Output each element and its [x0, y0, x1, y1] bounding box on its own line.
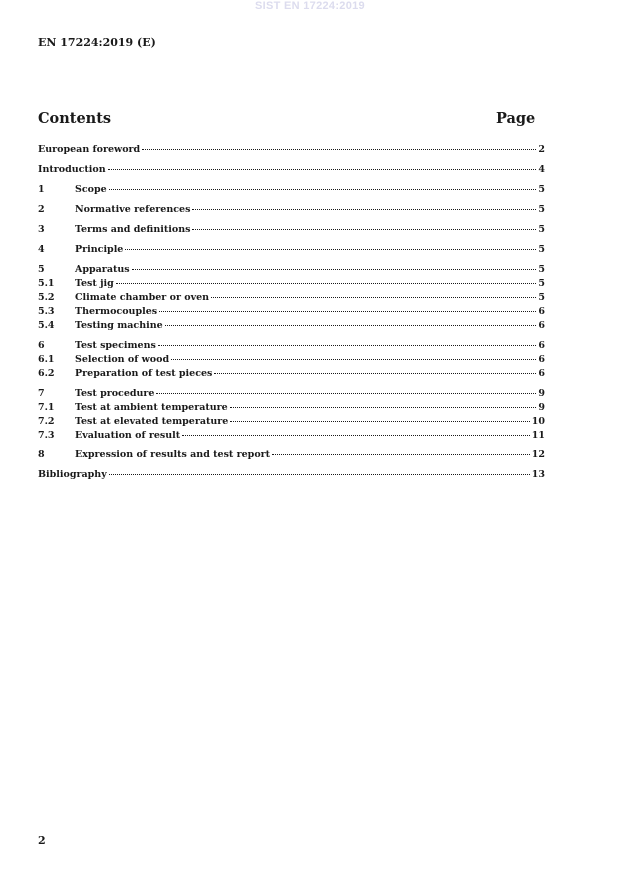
- dot-leader: [108, 169, 537, 170]
- toc-entry[interactable]: [38, 339, 545, 353]
- toc-entry-page: 5: [538, 292, 545, 303]
- toc-entry-number: 5.2: [38, 292, 55, 303]
- toc-entry-page: 2: [538, 144, 545, 155]
- toc-entry-title: Test jig: [75, 278, 114, 289]
- page-column-heading: Page: [496, 110, 536, 127]
- toc-entry[interactable]: [38, 143, 545, 157]
- toc-entry-title: Test procedure: [75, 388, 155, 399]
- dot-leader: [192, 229, 536, 230]
- toc-entry-page: 10: [531, 416, 545, 427]
- dot-leader: [142, 149, 536, 150]
- toc-entry-page: 6: [538, 354, 545, 365]
- dot-leader: [214, 373, 536, 374]
- toc-entry-title: Bibliography: [38, 469, 107, 480]
- toc-entry[interactable]: [38, 401, 545, 415]
- toc-entry-page: 6: [538, 368, 545, 379]
- toc-entry[interactable]: [38, 468, 545, 482]
- dot-leader: [171, 359, 536, 360]
- toc-entry-page: 4: [538, 164, 545, 175]
- dot-leader: [192, 209, 536, 210]
- toc-entry-title: Principle: [75, 244, 124, 255]
- toc-entry-title: Thermocouples: [75, 306, 158, 317]
- toc-entry[interactable]: [38, 353, 545, 367]
- toc-entry[interactable]: [38, 305, 545, 319]
- toc-entry-page: 5: [538, 278, 545, 289]
- toc-entry-page: 11: [531, 430, 545, 441]
- toc-entry-number: 5.3: [38, 306, 55, 317]
- dot-leader: [109, 474, 530, 475]
- toc-entry-title: Testing machine: [75, 320, 163, 331]
- toc-entry-title: Preparation of test pieces: [75, 368, 213, 379]
- watermark: SIST EN 17224:2019: [255, 0, 365, 12]
- toc-entry-number: 7.1: [38, 402, 55, 413]
- toc-entry-title: Selection of wood: [75, 354, 170, 365]
- toc-entry-title: Test specimens: [75, 340, 156, 351]
- toc-entry[interactable]: [38, 243, 545, 257]
- toc-entry-number: 2: [38, 204, 45, 215]
- toc-entry-number: 6.1: [38, 354, 55, 365]
- toc-entry[interactable]: [38, 367, 545, 381]
- toc-entry[interactable]: [38, 263, 545, 277]
- toc-entry-page: 5: [538, 224, 545, 235]
- toc-entry-number: 5.4: [38, 320, 55, 331]
- toc-entry[interactable]: [38, 203, 545, 217]
- dot-leader: [230, 407, 537, 408]
- toc-entry[interactable]: [38, 387, 545, 401]
- toc-entry-page: 5: [538, 184, 545, 195]
- toc-entry-number: 8: [38, 449, 45, 460]
- toc-entry[interactable]: [38, 429, 545, 443]
- toc-entry[interactable]: [38, 291, 545, 305]
- toc-entry-page: 5: [538, 204, 545, 215]
- contents-heading: Contents: [38, 110, 112, 127]
- toc-entry-number: 5.1: [38, 278, 55, 289]
- toc-entry[interactable]: [38, 415, 545, 429]
- toc-entry-number: 7.3: [38, 430, 55, 441]
- toc-entry[interactable]: [38, 319, 545, 333]
- toc-entry-title: European foreword: [38, 144, 141, 155]
- toc-entry-title: Terms and definitions: [75, 224, 191, 235]
- toc-entry-page: 6: [538, 320, 545, 331]
- dot-leader: [272, 454, 530, 455]
- toc-entry[interactable]: [38, 183, 545, 197]
- toc-entry-number: 3: [38, 224, 45, 235]
- document-id: EN 17224:2019 (E): [38, 36, 156, 49]
- dot-leader: [109, 189, 537, 190]
- dot-leader: [132, 269, 537, 270]
- dot-leader: [182, 435, 530, 436]
- toc-entry-number: 1: [38, 184, 45, 195]
- toc-entry-title: Evaluation of result: [75, 430, 181, 441]
- toc-entry-page: 5: [538, 264, 545, 275]
- toc-entry-page: 9: [538, 402, 545, 413]
- toc-entry-page: 5: [538, 244, 545, 255]
- dot-leader: [230, 421, 529, 422]
- page-number: 2: [38, 834, 46, 847]
- dot-leader: [165, 325, 537, 326]
- toc-entry-title: Introduction: [38, 164, 106, 175]
- toc-entry-title: Climate chamber or oven: [75, 292, 210, 303]
- toc-entry-number: 6.2: [38, 368, 55, 379]
- toc-entry-title: Expression of results and test report: [75, 449, 271, 460]
- toc-entry-title: Test at elevated temperature: [75, 416, 229, 427]
- toc-entry-page: 9: [538, 388, 545, 399]
- toc-entry[interactable]: [38, 163, 545, 177]
- toc-entry-number: 7.2: [38, 416, 55, 427]
- dot-leader: [116, 283, 537, 284]
- dot-leader: [156, 393, 536, 394]
- dot-leader: [125, 249, 536, 250]
- toc-entry-title: Normative references: [75, 204, 191, 215]
- toc-entry[interactable]: [38, 448, 545, 462]
- toc-entry-page: 6: [538, 340, 545, 351]
- toc-entry-page: 13: [531, 469, 545, 480]
- toc-entry-title: Apparatus: [75, 264, 130, 275]
- toc-entry-number: 7: [38, 388, 45, 399]
- toc-entry[interactable]: [38, 277, 545, 291]
- dot-leader: [159, 311, 536, 312]
- toc-entry-number: 4: [38, 244, 45, 255]
- toc-entry-page: 12: [531, 449, 545, 460]
- toc-entry-number: 6: [38, 340, 45, 351]
- toc-entry-title: Test at ambient temperature: [75, 402, 228, 413]
- toc-entry-title: Scope: [75, 184, 107, 195]
- dot-leader: [211, 297, 536, 298]
- dot-leader: [158, 345, 537, 346]
- toc-entry[interactable]: [38, 223, 545, 237]
- toc-entry-number: 5: [38, 264, 45, 275]
- toc-entry-page: 6: [538, 306, 545, 317]
